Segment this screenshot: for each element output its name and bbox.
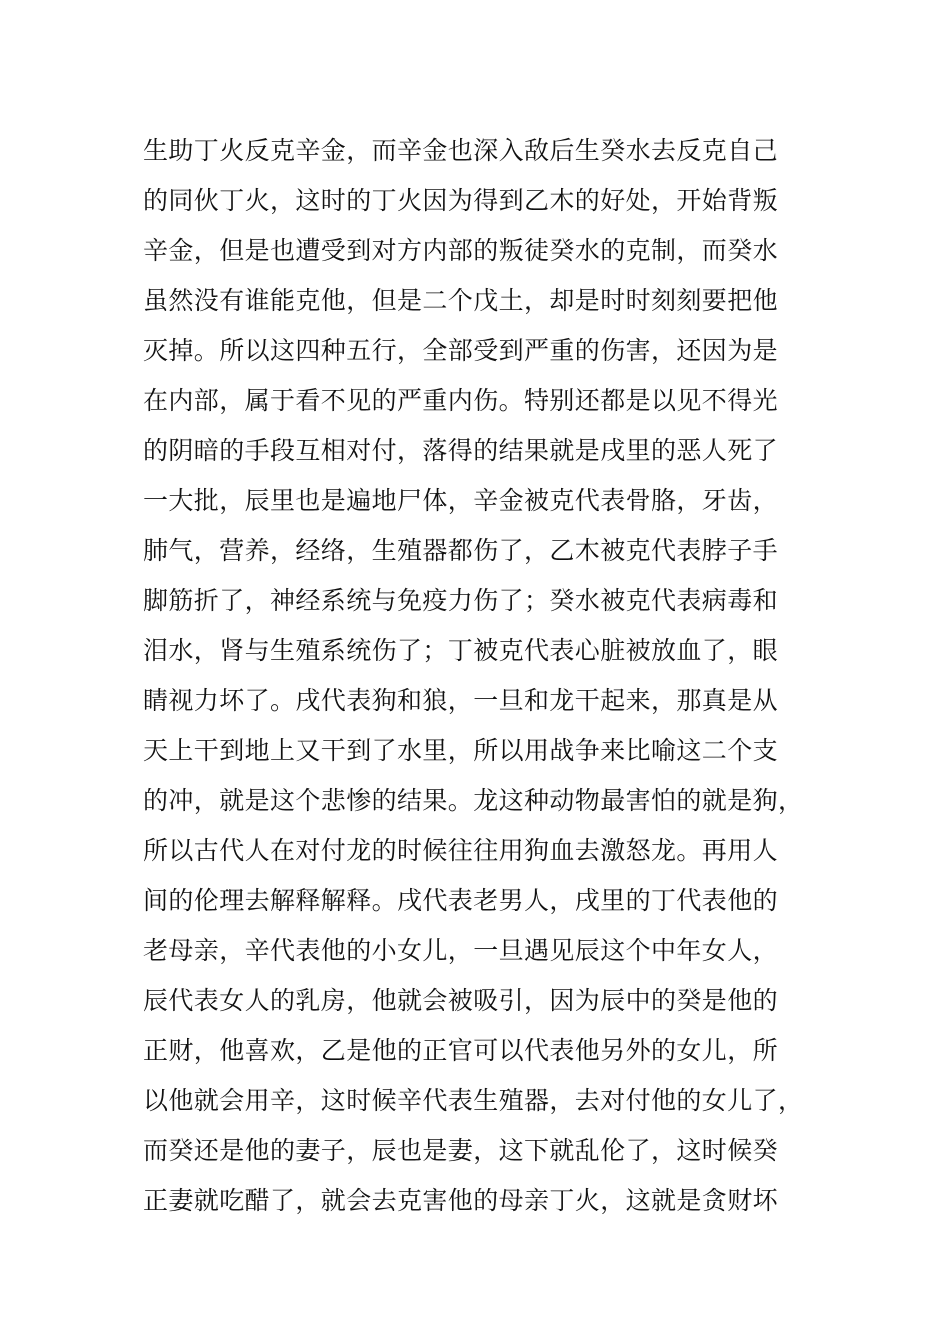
text-line-1: 生助丁火反克辛金，而辛金也深入敌后生癸水去反克自己 bbox=[143, 136, 779, 165]
body-text bbox=[143, 126, 808, 1226]
text-line-14: 的冲，就是这个悲惨的结果。龙这种动物最害怕的就是狗， bbox=[143, 786, 804, 815]
text-line-17: 老母亲，辛代表他的小女儿，一旦遇见辰这个中年女人， bbox=[143, 936, 779, 965]
text-line-4: 虽然没有谁能克他，但是二个戊土，却是时时刻刻要把他 bbox=[143, 286, 779, 315]
text-line-11: 泪水，肾与生殖系统伤了；丁被克代表心脏被放血了，眼 bbox=[143, 636, 779, 665]
text-line-10: 脚筋折了，神经系统与免疫力伤了；癸水被克代表病毒和 bbox=[143, 586, 779, 615]
text-line-21: 而癸还是他的妻子，辰也是妻，这下就乱伦了，这时候癸 bbox=[143, 1136, 779, 1165]
text-line-13: 天上干到地上又干到了水里，所以用战争来比喻这二个支 bbox=[143, 736, 779, 765]
text-line-9: 肺气，营养，经络，生殖器都伤了，乙木被克代表脖子手 bbox=[143, 536, 779, 565]
text-line-19: 正财，他喜欢，乙是他的正官可以代表他另外的女儿，所 bbox=[143, 1036, 779, 1065]
text-line-12: 睛视力坏了。戌代表狗和狼，一旦和龙干起来，那真是从 bbox=[143, 686, 779, 715]
text-line-7: 的阴暗的手段互相对付，落得的结果就是戌里的恶人死了 bbox=[143, 436, 779, 465]
text-line-22: 正妻就吃醋了，就会去克害他的母亲丁火，这就是贪财坏 bbox=[143, 1186, 779, 1215]
text-line-3: 辛金，但是也遭受到对方内部的叛徒癸水的克制，而癸水 bbox=[143, 236, 779, 265]
text-line-15: 所以古代人在对付龙的时候往往用狗血去激怒龙。再用人 bbox=[143, 836, 779, 865]
text-line-8: 一大批，辰里也是遍地尸体，辛金被克代表骨胳，牙齿， bbox=[143, 486, 779, 515]
text-line-2: 的同伙丁火，这时的丁火因为得到乙木的好处，开始背叛 bbox=[143, 186, 779, 215]
text-line-16: 间的伦理去解释解释。戌代表老男人，戌里的丁代表他的 bbox=[143, 886, 779, 915]
text-line-6: 在内部，属于看不见的严重内伤。特别还都是以见不得光 bbox=[143, 386, 779, 415]
text-line-18: 辰代表女人的乳房，他就会被吸引，因为辰中的癸是他的 bbox=[143, 986, 779, 1015]
text-line-20: 以他就会用辛，这时候辛代表生殖器，去对付他的女儿了， bbox=[143, 1086, 804, 1115]
text-line-5: 灭掉。所以这四种五行，全部受到严重的伤害，还因为是 bbox=[143, 336, 779, 365]
